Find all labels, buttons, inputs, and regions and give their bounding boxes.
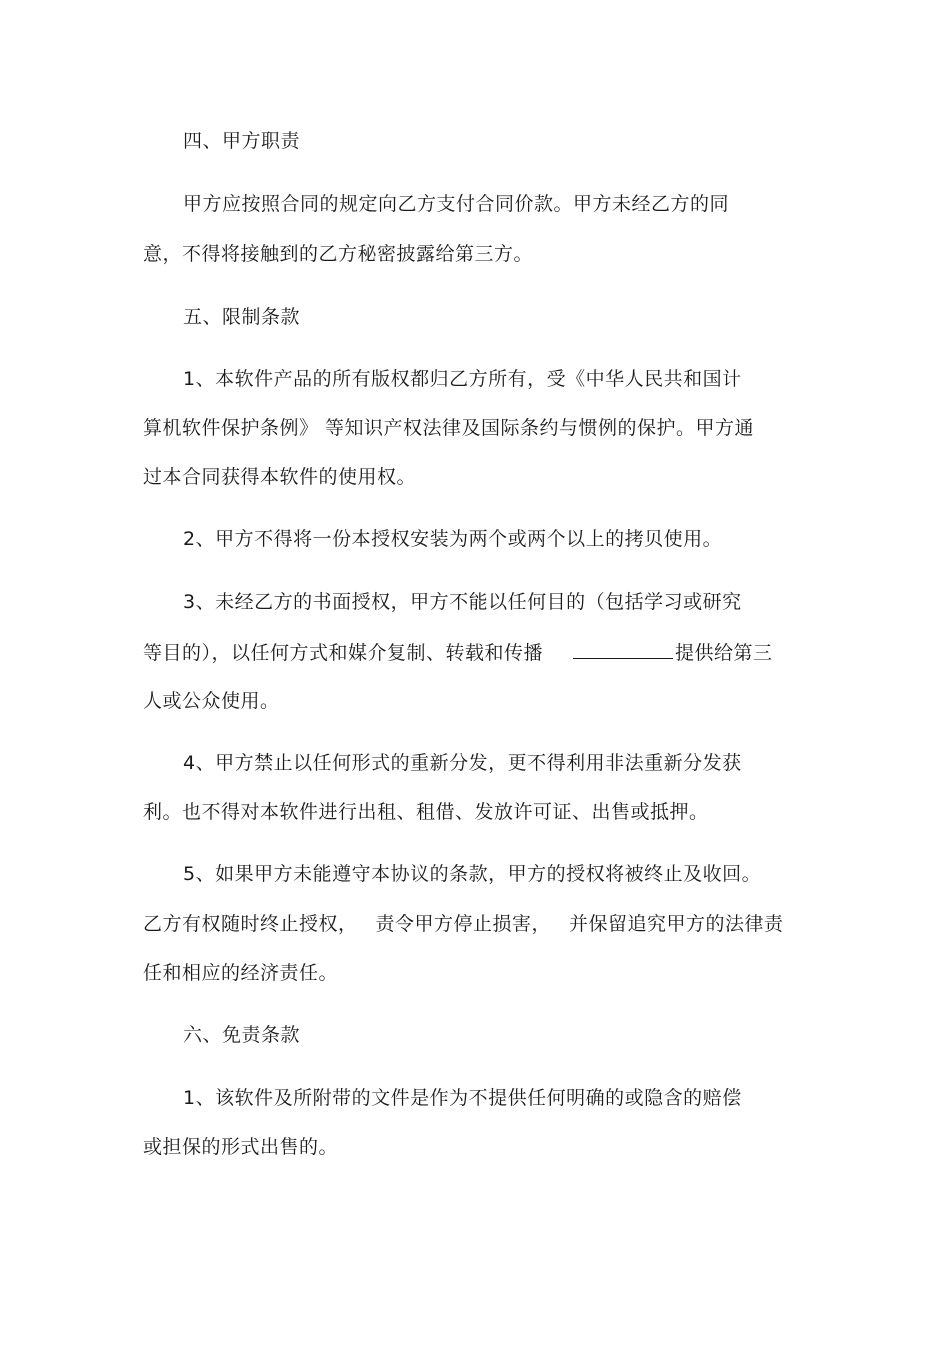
section-heading-5: 五、限制条款 (183, 306, 301, 328)
paragraph-line: 甲方应按照合同的规定向乙方支付合同价款。甲方未经乙方的同 (183, 193, 730, 215)
paragraph-line: 2、甲方不得将一份本授权安装为两个或两个以上的拷贝使用。 (183, 528, 723, 550)
paragraph-line (143, 912, 784, 936)
paragraph-line: 5、如果甲方未能遵守本协议的条款，甲方的授权将被终止及收回。 (183, 863, 762, 885)
paragraph-line: 任和相应的经济责任。 (143, 962, 339, 984)
paragraph-line: 3、未经乙方的书面授权，甲方不能以任何目的（包括学习或研究 (183, 591, 742, 613)
fill-in-blank (573, 640, 673, 659)
paragraph-text: 乙方有权随时终止授权， (143, 913, 358, 935)
paragraph-text: 等目的），以任何方式和媒介复制、转载和传播 (143, 642, 544, 664)
paragraph-line: 利。也不得对本软件进行出租、租借、发放许可证、出售或抵押。 (143, 801, 709, 823)
paragraph-line: 4、甲方禁止以任何形式的重新分发，更不得利用非法重新分发获 (183, 752, 742, 774)
paragraph-line (143, 640, 773, 665)
paragraph-text: 责令甲方停止损害， (375, 913, 552, 935)
paragraph-line: 过本合同获得本软件的使用权。 (143, 466, 417, 488)
section-heading-4: 四、甲方职责 (183, 130, 301, 152)
paragraph-line: 人或公众使用。 (143, 690, 280, 712)
paragraph-text: 提供给第三 (675, 642, 773, 664)
paragraph-line: 1、该软件及所附带的文件是作为不提供任何明确的或隐含的赔偿 (183, 1087, 742, 1109)
paragraph-line: 或担保的形式出售的。 (143, 1136, 339, 1158)
paragraph-line: 1、本软件产品的所有版权都归乙方所有，受《中华人民共和国计 (183, 368, 742, 390)
paragraph-line: 算机软件保护条例》 等知识产权法律及国际条约与惯例的保护。甲方通 (143, 417, 755, 439)
section-heading-6: 六、免责条款 (183, 1024, 301, 1046)
paragraph-text: 并保留追究甲方的法律责 (569, 913, 784, 935)
paragraph-line: 意，不得将接触到的乙方秘密披露给第三方。 (143, 243, 534, 265)
